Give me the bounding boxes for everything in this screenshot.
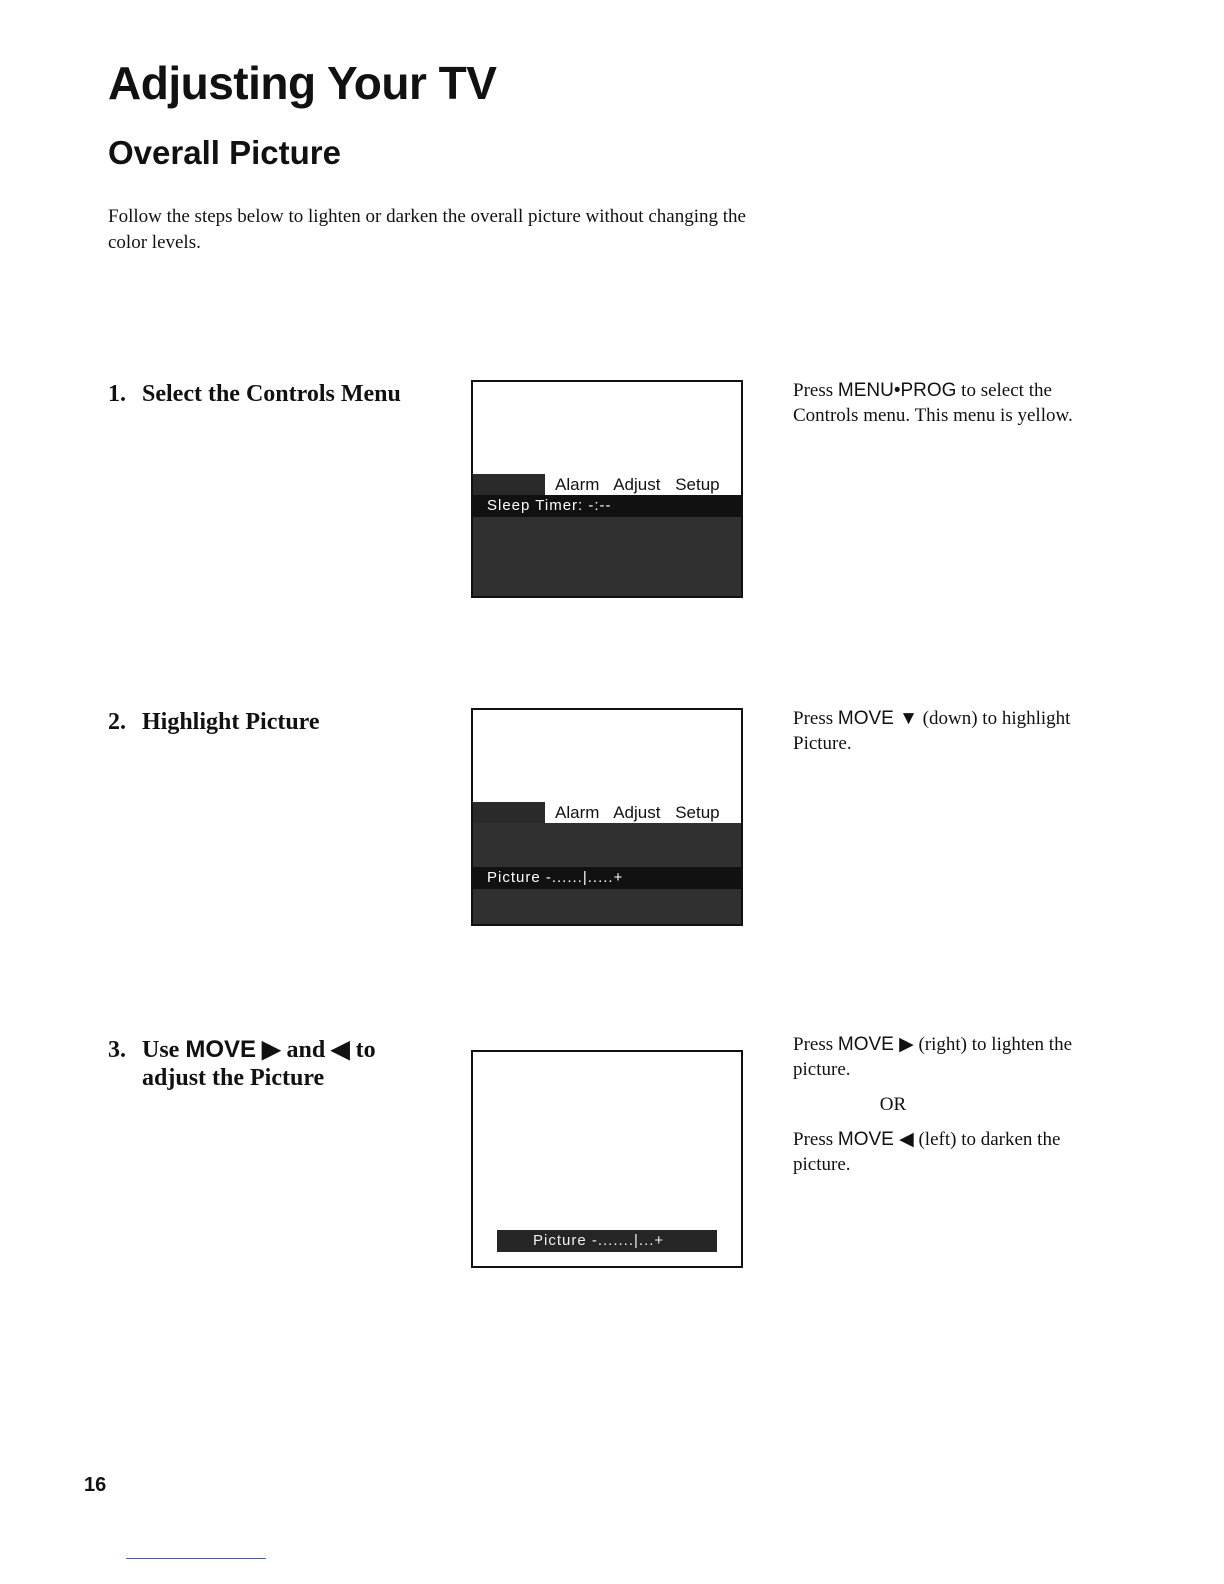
tab-alarm: Alarm bbox=[555, 475, 600, 494]
menu-row-sleep-timer: Sleep Timer: -:-- bbox=[473, 495, 741, 517]
tab-adjust: Adjust bbox=[613, 475, 661, 494]
step-3-description: Press MOVE ▶ (right) to lighten the picture. OR Press MOVE ◀ (left) to darken the picture. bbox=[793, 1032, 1103, 1187]
step-1-title: 1. Select the Controls Menu bbox=[108, 381, 401, 407]
tab-setup: Setup bbox=[675, 803, 720, 822]
step-1-description: Press MENU•PROG to select the Controls menu. This menu is yellow. bbox=[793, 380, 1073, 426]
tab-controls-active bbox=[473, 802, 545, 823]
tab-controls-active bbox=[473, 474, 545, 495]
menu-bar bbox=[473, 802, 741, 823]
tab-adjust: Adjust bbox=[613, 803, 661, 822]
menu-row-picture: Picture -......|.....+ bbox=[473, 867, 741, 889]
menu-panel bbox=[473, 495, 741, 596]
menu-row-obscured bbox=[473, 889, 741, 911]
menu-row-obscured bbox=[473, 539, 741, 561]
tv-screen-highlight-picture bbox=[471, 708, 743, 926]
intro-paragraph: Follow the steps below to lighten or darken the overall picture without changing the color levels. bbox=[108, 206, 746, 253]
menu-panel bbox=[473, 823, 741, 924]
tab-alarm: Alarm bbox=[555, 803, 600, 822]
menu-row-obscured bbox=[473, 845, 741, 867]
menu-row-obscured bbox=[473, 823, 741, 845]
step-2-title: 2. Highlight Picture bbox=[108, 709, 320, 735]
tab-setup: Setup bbox=[675, 475, 720, 494]
page-title: Adjusting Your TV bbox=[108, 57, 497, 109]
section-title: Overall Picture bbox=[108, 134, 341, 171]
page-number: 16 bbox=[84, 1474, 107, 1496]
or-separator: OR bbox=[879, 1094, 907, 1115]
menu-bar bbox=[473, 474, 741, 495]
footer-divider bbox=[126, 1558, 266, 1559]
step-2-description: Press MOVE ▼ (down) to highlight Picture. bbox=[793, 708, 1071, 754]
step-3-title: 3. Use MOVE ▶ and ◀ to adjust the Picture bbox=[108, 1036, 376, 1091]
menu-row-obscured bbox=[473, 517, 741, 539]
tv-screen-adjust-picture bbox=[471, 1050, 743, 1268]
picture-slider-osd: Picture -.......|...+ bbox=[497, 1230, 717, 1252]
menu-row-obscured bbox=[473, 561, 741, 583]
tv-screen-controls-menu bbox=[471, 380, 743, 598]
